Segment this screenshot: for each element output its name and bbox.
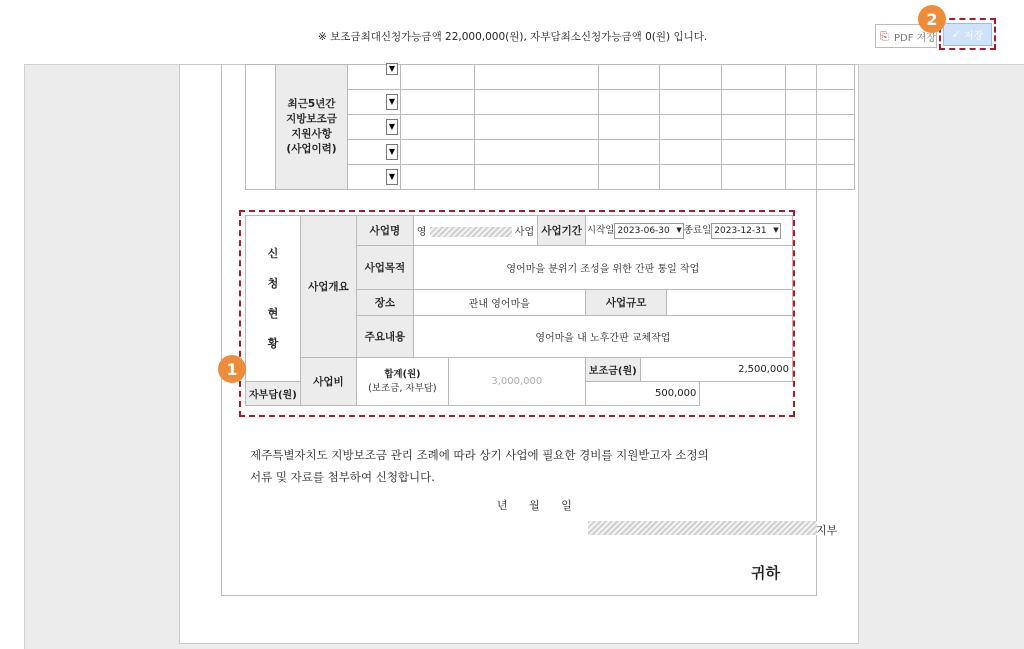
self-pay-field[interactable]: 500,000	[585, 382, 699, 406]
chevron-down-icon[interactable]: ▼	[773, 226, 779, 234]
chevron-down-icon[interactable]: ▼	[386, 144, 398, 160]
chevron-down-icon[interactable]: ▼	[386, 119, 398, 135]
purpose-field[interactable]: 영어마을 분위기 조성을 위한 간판 통일 작업	[413, 246, 792, 290]
place-field[interactable]: 관내 영어마을	[413, 290, 585, 316]
cost-label: 사업비	[300, 358, 356, 406]
chevron-down-icon[interactable]: ▼	[386, 63, 398, 75]
check-icon: ✓	[951, 28, 961, 41]
self-pay-label: 자부담(원)	[246, 382, 301, 406]
total-label: 합계(원) (보조금, 자부담)	[357, 358, 449, 406]
amount-notice: ※ 보조금최대신청가능금액 22,000,000(원), 자부담최소신청가능금액 0(원) 입니다.	[318, 31, 708, 43]
history-year-select[interactable]	[348, 65, 401, 90]
end-date-label: 종료일	[683, 225, 712, 236]
history-year-select[interactable]	[348, 165, 401, 190]
pdf-save-label: PDF 저장	[894, 32, 936, 44]
section-label-application: 신 청 현 황	[246, 216, 301, 382]
history-year-select[interactable]	[348, 115, 401, 140]
redacted-applicant-name	[588, 521, 817, 535]
form-highlight-frame	[239, 210, 795, 417]
end-date-select[interactable]: 2023-12-31 ▼	[711, 223, 780, 239]
chevron-down-icon[interactable]: ▼	[676, 226, 682, 234]
business-name-field[interactable]: 영 사업	[413, 216, 538, 246]
history-table	[245, 64, 855, 190]
chevron-down-icon[interactable]: ▼	[386, 94, 398, 110]
declaration-text: 제주특별자치도 지방보조금 관리 조례에 따라 상기 사업에 필요한 경비를 지원받고자 소정의 서류 및 자료를 첨부하여 신청합니다.	[250, 448, 709, 484]
addressee: 귀하	[751, 564, 780, 582]
pdf-icon: ⎘	[880, 29, 889, 43]
start-date-label: 시작일	[586, 225, 615, 236]
place-label: 장소	[357, 290, 414, 316]
history-title: 최근5년간 지방보조금 지원사항 (사업이력)	[276, 65, 348, 190]
content-field[interactable]: 영어마을 내 노후간판 교체작업	[413, 316, 792, 358]
overview-label: 사업개요	[300, 216, 356, 358]
date-line: 년 월 일	[497, 499, 572, 512]
history-year-select[interactable]	[348, 90, 401, 115]
subsidy-label: 보조금(원)	[585, 358, 640, 382]
purpose-label: 사업목적	[357, 246, 414, 290]
applicant-suffix: 지부	[816, 524, 838, 537]
business-name-label: 사업명	[357, 216, 414, 246]
history-year-select[interactable]	[348, 140, 401, 165]
top-bar	[0, 0, 1024, 64]
step-badge-1: 1	[218, 355, 246, 383]
total-field: 3,000,000	[448, 358, 585, 406]
period-label: 사업기간	[538, 216, 586, 246]
save-label: 저장	[963, 31, 984, 42]
chevron-down-icon[interactable]: ▼	[386, 169, 398, 185]
scale-label: 사업규모	[585, 290, 666, 316]
subsidy-field[interactable]: 2,500,000	[640, 358, 792, 382]
content-label: 주요내용	[357, 316, 414, 358]
start-date-select[interactable]: 2023-06-30 ▼	[614, 223, 683, 239]
save-button[interactable]	[943, 23, 992, 46]
step-badge-2: 2	[918, 5, 946, 33]
